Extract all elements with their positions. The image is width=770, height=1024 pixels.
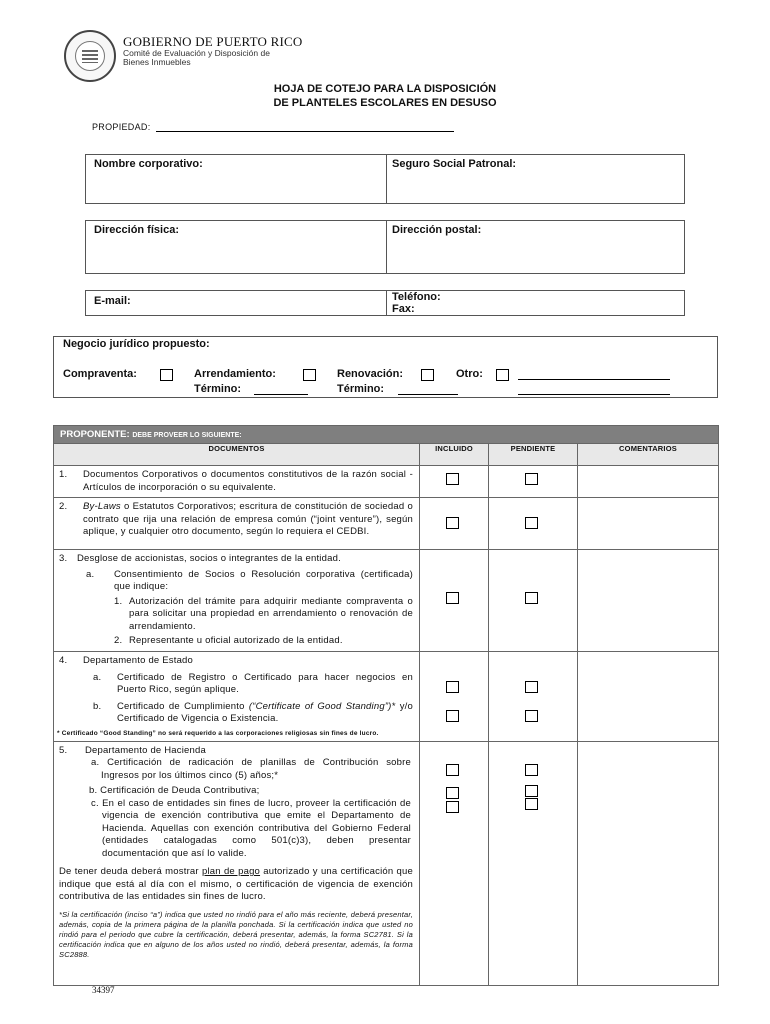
table-row [54, 550, 719, 652]
table-row [54, 466, 719, 498]
pendiente-checkbox[interactable] [525, 764, 538, 776]
pendiente-cell [489, 466, 578, 498]
form-code: 34397 [92, 985, 115, 995]
good-standing-note: * Certificado “Good Standing” no será requerido a las corporaciones religiosas sin fines de lucro. [57, 729, 379, 737]
incluido-checkbox[interactable] [446, 801, 459, 813]
government-name: GOBIERNO DE PUERTO RICO [123, 34, 303, 49]
pendiente-checkbox[interactable] [525, 785, 538, 797]
renovacion-label: Renovación: [337, 368, 404, 380]
incluido-checkbox[interactable] [446, 764, 459, 776]
incluido-checkbox[interactable] [446, 681, 459, 693]
otro-line-1[interactable] [518, 379, 670, 380]
telefono-label[interactable]: Teléfono: [392, 291, 441, 303]
table-row [54, 652, 719, 742]
pendiente-cell [489, 550, 578, 652]
divider [386, 291, 387, 315]
divider [386, 221, 387, 273]
proponente-header: PROPONENTE: DEBE PROVEER LO SIGUIENTE: [54, 426, 719, 444]
arrendamiento-termino-label: Término: [194, 383, 242, 395]
col-comentarios: COMENTARIOS [578, 444, 719, 466]
pendiente-cell [489, 741, 578, 985]
propiedad-label: PROPIEDAD: [92, 122, 151, 132]
comentarios-cell[interactable] [578, 550, 719, 652]
pendiente-checkbox[interactable] [525, 681, 538, 693]
doc-cell: 5. Departamento de Hacienda a. Certificación de radicación de planillas de Contribución sobre Ingresos por los últimos cinco (5) años;* b. Certificación de Deuda Contributiva; c. En el caso de entidades sin fines de lucro, proveer la certificación de vigencia de exención contributiva que emite el Departamento de Hacienda. Aquellas con exención contributiva del Gobierno Federal (entidades catalogadas como 501(c)3), deben presentar documentación que así lo valide. De tener deuda deberá mostrar plan de pago autorizado y una certificación que indique que está al día con el mismo, o certificación de vigencia de exención contributiva de las entidades sin fines de lucro. *Si la certificación (inciso “a”) indica que usted no rindió para el año más reciente, deberá presentar, además, copia de la primera página de la planilla ponchada. Si la certificación indica que usted no rindió para el periodo que cubre la certificación, deberá presentar, además, la forma SC2781. Si la certificación indica que en alguno de los años usted no rindió, deberá presentar, además, la forma SC2888. [54, 741, 420, 985]
compraventa-label: Compraventa: [63, 368, 137, 380]
pendiente-checkbox[interactable] [525, 710, 538, 722]
table-row [54, 741, 719, 985]
nombre-corporativo-label[interactable]: Nombre corporativo: [94, 158, 203, 170]
incluido-cell [420, 498, 489, 550]
compraventa-checkbox[interactable] [160, 369, 173, 381]
seal-emblem-icon [82, 50, 98, 63]
arrendamiento-checkbox[interactable] [303, 369, 316, 381]
otro-checkbox[interactable] [496, 369, 509, 381]
arrendamiento-label: Arrendamiento: [194, 368, 276, 380]
address-box [85, 220, 685, 274]
incluido-cell [420, 652, 489, 742]
committee-name: Comité de Evaluación y Disposición de Bienes Inmuebles [123, 48, 270, 67]
doc-cell: 3. Desglose de accionistas, socios o integrantes de la entidad. a. Consentimiento de Socios o Resolución corporativa (certificada) que indique: 1. Autorización del trámite para adquirir mediante compraventa o para solicitar una propiedad en arrendamiento o renovación de arrendamiento. 2. Representante u oficial autorizado de la entidad. [54, 550, 420, 652]
deuda-paragraph: De tener deuda deberá mostrar plan de pago autorizado y una certificación que indique que está al día con el mismo, o certificación de vigencia de exención contributiva de las entidades sin fines de lucro. [59, 866, 414, 902]
document-title: HOJA DE COTEJO PARA LA DISPOSICIÓN DE PLANTELES ESCOLARES EN DESUSO [273, 83, 497, 109]
pendiente-checkbox[interactable] [525, 798, 538, 810]
hacienda-subitems: a. Certificación de radicación de planillas de Contribución sobre Ingresos por los últimos cinco (5) años;* b. Certificación de Deuda Contributiva; c. En el caso de entidades sin fines de lucro, proveer la certificación de vigencia de exención contributiva que emite el Departamento de Hacienda. Aquellas con exención contributiva del Gobierno Federal (entidades catalogadas como 501(c)3), deben presentar documentación que así lo valide. [89, 757, 411, 859]
incluido-checkbox[interactable] [446, 517, 459, 529]
seguro-social-label[interactable]: Seguro Social Patronal: [392, 158, 517, 170]
incluido-checkbox[interactable] [446, 592, 459, 604]
doc-cell: 1. Documentos Corporativos o documentos constitutivos de la razón social - Artículos de incorporación o su equivalente. [54, 466, 420, 498]
direccion-postal-label[interactable]: Dirección postal: [392, 224, 482, 236]
corporate-info-box [85, 154, 685, 204]
negocio-juridico-title: Negocio jurídico propuesto: [63, 338, 210, 350]
plan-de-pago-text: plan de pago [201, 866, 261, 877]
contact-box [85, 290, 685, 316]
comentarios-cell[interactable] [578, 652, 719, 742]
email-label[interactable]: E-mail: [94, 295, 131, 307]
col-documentos: DOCUMENTOS [54, 444, 420, 466]
table-row [54, 498, 719, 550]
pendiente-checkbox[interactable] [525, 517, 538, 529]
incluido-checkbox[interactable] [446, 787, 459, 799]
renovacion-termino-line[interactable] [398, 394, 458, 395]
comentarios-cell[interactable] [578, 741, 719, 985]
comentarios-cell[interactable] [578, 466, 719, 498]
doc-cell: 4. Departamento de Estado a. Certificado de Registro o Certificado para hacer negocios en Puerto Rico, según aplique. b. Certificado de Cumplimiento (“Certificate of Good Standing”)* y/o Certificado de Vigencia o Existencia. * Certificado “Good Standing” no será requerido a las corporaciones religiosas sin fines de lucro. [54, 652, 420, 742]
government-seal [64, 30, 116, 82]
renovacion-termino-label: Término: [337, 383, 385, 395]
renovacion-checkbox[interactable] [421, 369, 434, 381]
col-incluido: INCLUIDO [420, 444, 489, 466]
comentarios-cell[interactable] [578, 498, 719, 550]
pendiente-checkbox[interactable] [525, 473, 538, 485]
otro-label: Otro: [456, 368, 483, 380]
direccion-fisica-label[interactable]: Dirección física: [94, 224, 179, 236]
fax-label[interactable]: Fax: [392, 303, 415, 315]
incluido-cell [420, 466, 489, 498]
checklist-table [53, 425, 719, 986]
incluido-checkbox[interactable] [446, 473, 459, 485]
pendiente-cell [489, 652, 578, 742]
col-pendiente: PENDIENTE [489, 444, 578, 466]
pendiente-cell [489, 498, 578, 550]
incluido-cell [420, 550, 489, 652]
incluido-cell [420, 741, 489, 985]
pendiente-checkbox[interactable] [525, 592, 538, 604]
hacienda-footnote: *Si la certificación (inciso “a”) indica que usted no rindió para el año más reciente, deberá presentar, además, copia de la primera página de la planilla ponchada. Si la certificación indica que usted no rindió para el periodo que cubre la certificación, deberá presentar, además, la forma SC2781. Si la certificación indica que en alguno de los años usted no rindió, deberá presentar, además, la forma SC2888. [59, 909, 413, 959]
negocio-juridico-box [53, 336, 718, 398]
doc-cell: 2. By-Laws o Estatutos Corporativos; escritura de constitución de sociedad o contrato que rija una relación de empresa común (“joint venture”), según aplique, y cualquier otro documento, según lo requiera el CEDBI. [54, 498, 420, 550]
arrendamiento-termino-line[interactable] [254, 394, 308, 395]
divider [386, 155, 387, 203]
propiedad-input-line[interactable] [156, 131, 454, 132]
otro-line-2[interactable] [518, 394, 670, 395]
incluido-checkbox[interactable] [446, 710, 459, 722]
